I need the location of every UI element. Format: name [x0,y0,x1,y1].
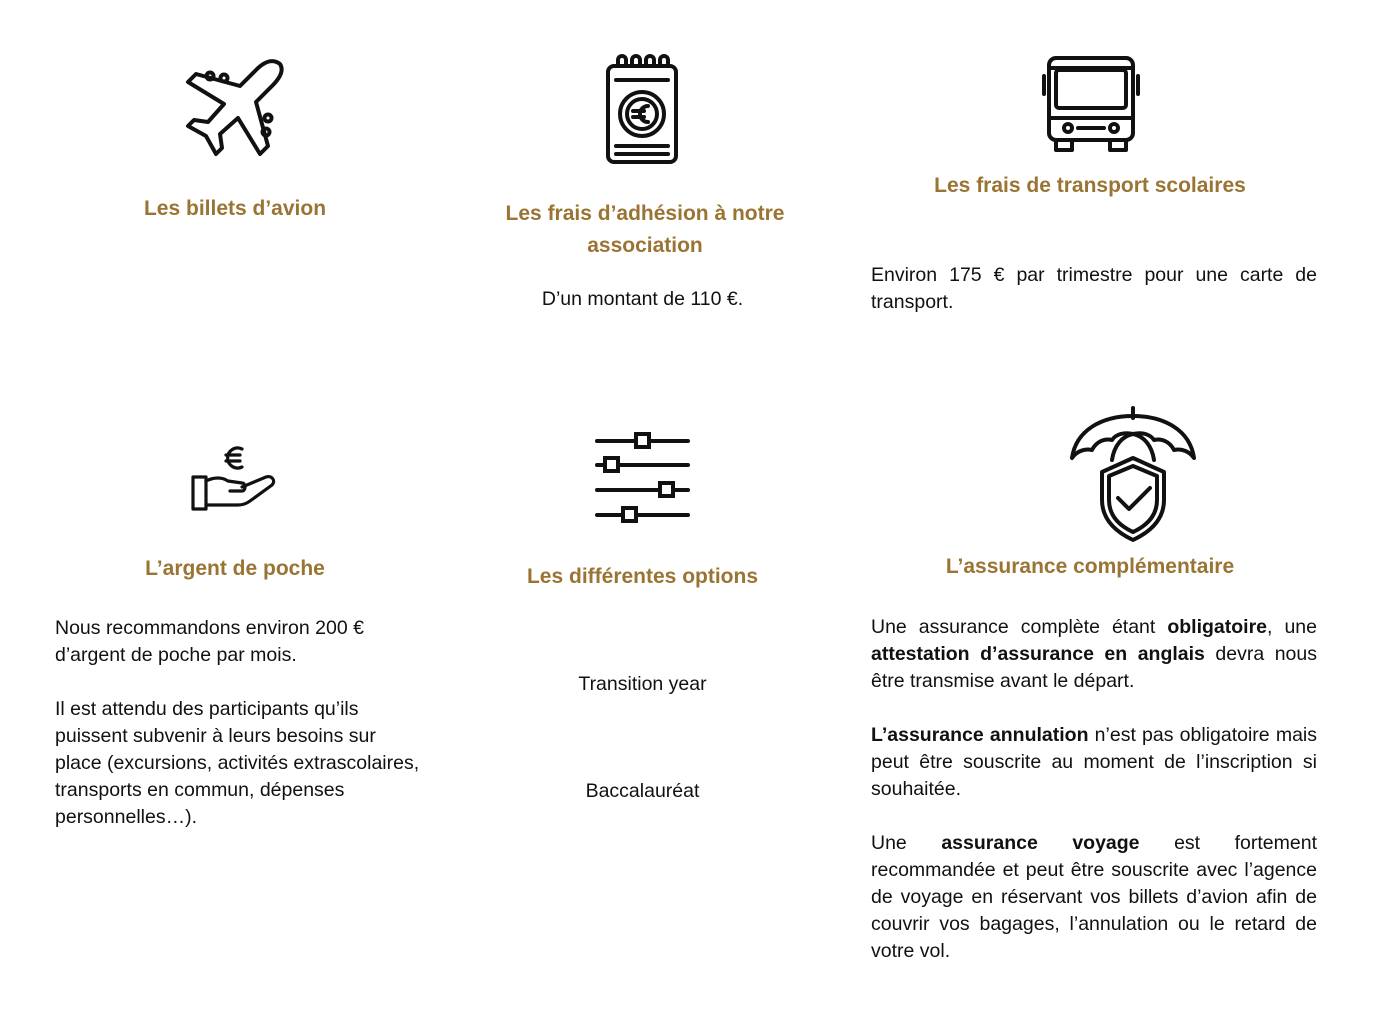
assurance-text [871,614,1317,965]
section-title-assurance: L’assurance complémentaire [945,555,1235,578]
section-title-billets: Les billets d’avion [143,197,327,220]
option-baccalaureat: Baccalauréat [585,780,700,802]
assurance-paragraph-3: Une assurance voyage est fortement recommandée et peut être souscrite avec l’agence de voyage en réservant vos billets d’avion afin de couvrir vos bagages, l’annulation ou le retard de votre vol. [871,832,1317,962]
bus-icon [1040,54,1142,154]
section-title-transport: Les frais de transport scolaires [934,174,1246,197]
section-title-adhesion: Les frais d’adhésion à notre association [505,202,785,257]
airplane-icon [180,52,292,164]
sliders-icon [594,430,692,526]
argent-text [55,615,425,831]
transport-text: Environ 175 € par trimestre pour une carte de transport. [871,264,1317,313]
section-title-options: Les différentes options [526,565,759,588]
option-transition-year: Transition year [578,673,707,695]
section-title-argent: L’argent de poche [145,557,325,580]
euro-hand-icon [188,441,280,513]
euro-calendar-icon [602,54,682,166]
assurance-paragraph-2: L’assurance annulation n’est pas obligatoire mais peut être souscrite au moment de l’inscription si souhaitée. [871,724,1317,800]
argent-paragraph-1: Nous recommandons environ 200 € d’argent de poche par mois. [55,617,364,666]
adhesion-text: D’un montant de 110 €. [541,288,744,310]
umbrella-shield-icon [1066,404,1200,546]
argent-paragraph-2: Il est attendu des participants qu’ils puissent subvenir à leurs besoins sur place (excursions, activités extrascolaires, transports en commun, dépenses personnelles…). [55,698,420,828]
assurance-paragraph-1: Une assurance complète étant obligatoire, une attestation d’assurance en anglais devra nous être transmise avant le départ. [871,616,1317,692]
